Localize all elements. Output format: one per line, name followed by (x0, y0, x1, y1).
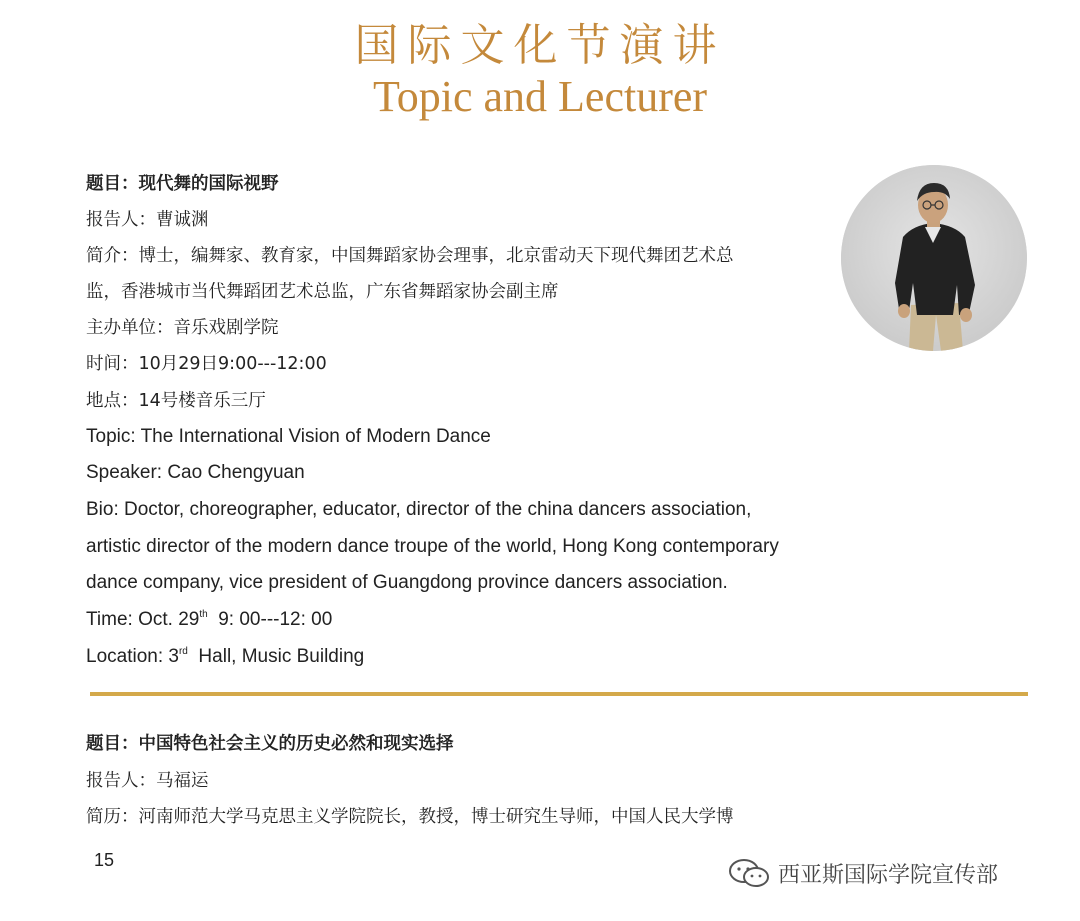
watermark-text: 西亚斯国际学院宣传部 (778, 862, 999, 888)
lecture1-time-cn: 时间：10月29日9:00---12:00 (86, 354, 327, 374)
speaker-portrait (841, 165, 1027, 351)
location-en-sup: rd (178, 646, 188, 657)
lecture1-time-en (86, 608, 332, 632)
lecture1-host-cn: 主办单位：音乐戏剧学院 (86, 318, 279, 338)
lecture2-bio-cn-line1: 简历：河南师范大学马克思主义学院院长，教授，博士研究生导师，中国人民大学博 (86, 807, 734, 827)
wechat-icon (726, 856, 772, 890)
lecture1-topic-cn: 题目：现代舞的国际视野 (86, 174, 279, 194)
page-title-chinese: 国际文化节演讲 (354, 20, 726, 71)
lecture1-bio-en-line3: dance company, vice president of Guangdong province dancers association. (86, 572, 728, 593)
lecture1-topic-en: Topic: The International Vision of Modern Dance (86, 426, 491, 447)
speaker-portrait-image (841, 165, 1027, 351)
section-divider (90, 692, 1028, 696)
wechat-watermark (726, 856, 998, 890)
lecture2-speaker-cn: 报告人：马福运 (86, 771, 209, 791)
time-en-prefix: Time: Oct. 29 (86, 609, 200, 630)
page-title-english: Topic and Lecturer (372, 72, 708, 121)
location-en-prefix: Location: 3 (86, 646, 179, 667)
lecture1-bio-cn-line1: 简介：博士，编舞家、教育家，中国舞蹈家协会理事，北京雷动天下现代舞团艺术总 (86, 246, 734, 266)
location-en-suffix: Hall, Music Building (187, 646, 365, 667)
lecture1-bio-en-line2: artistic director of the modern dance troupe of the world, Hong Kong contemporary (86, 536, 779, 557)
lecture1-speaker-en: Speaker: Cao Chengyuan (86, 462, 305, 483)
lecture1-location-cn: 地点：14号楼音乐三厅 (86, 391, 266, 411)
lecture1-bio-en-line1: Bio: Doctor, choreographer, educator, director of the china dancers association, (86, 499, 752, 520)
time-en-suffix: 9: 00---12: 00 (207, 609, 333, 630)
lecture1-location-en (86, 645, 364, 669)
page-number: 15 (94, 850, 115, 870)
time-en-sup: th (199, 609, 208, 620)
lecture1-bio-cn-line2: 监，香港城市当代舞蹈团艺术总监，广东省舞蹈家协会副主席 (86, 282, 559, 302)
lecture2-topic-cn: 题目：中国特色社会主义的历史必然和现实选择 (86, 734, 454, 754)
lecture1-speaker-cn: 报告人：曹诚渊 (86, 210, 209, 230)
